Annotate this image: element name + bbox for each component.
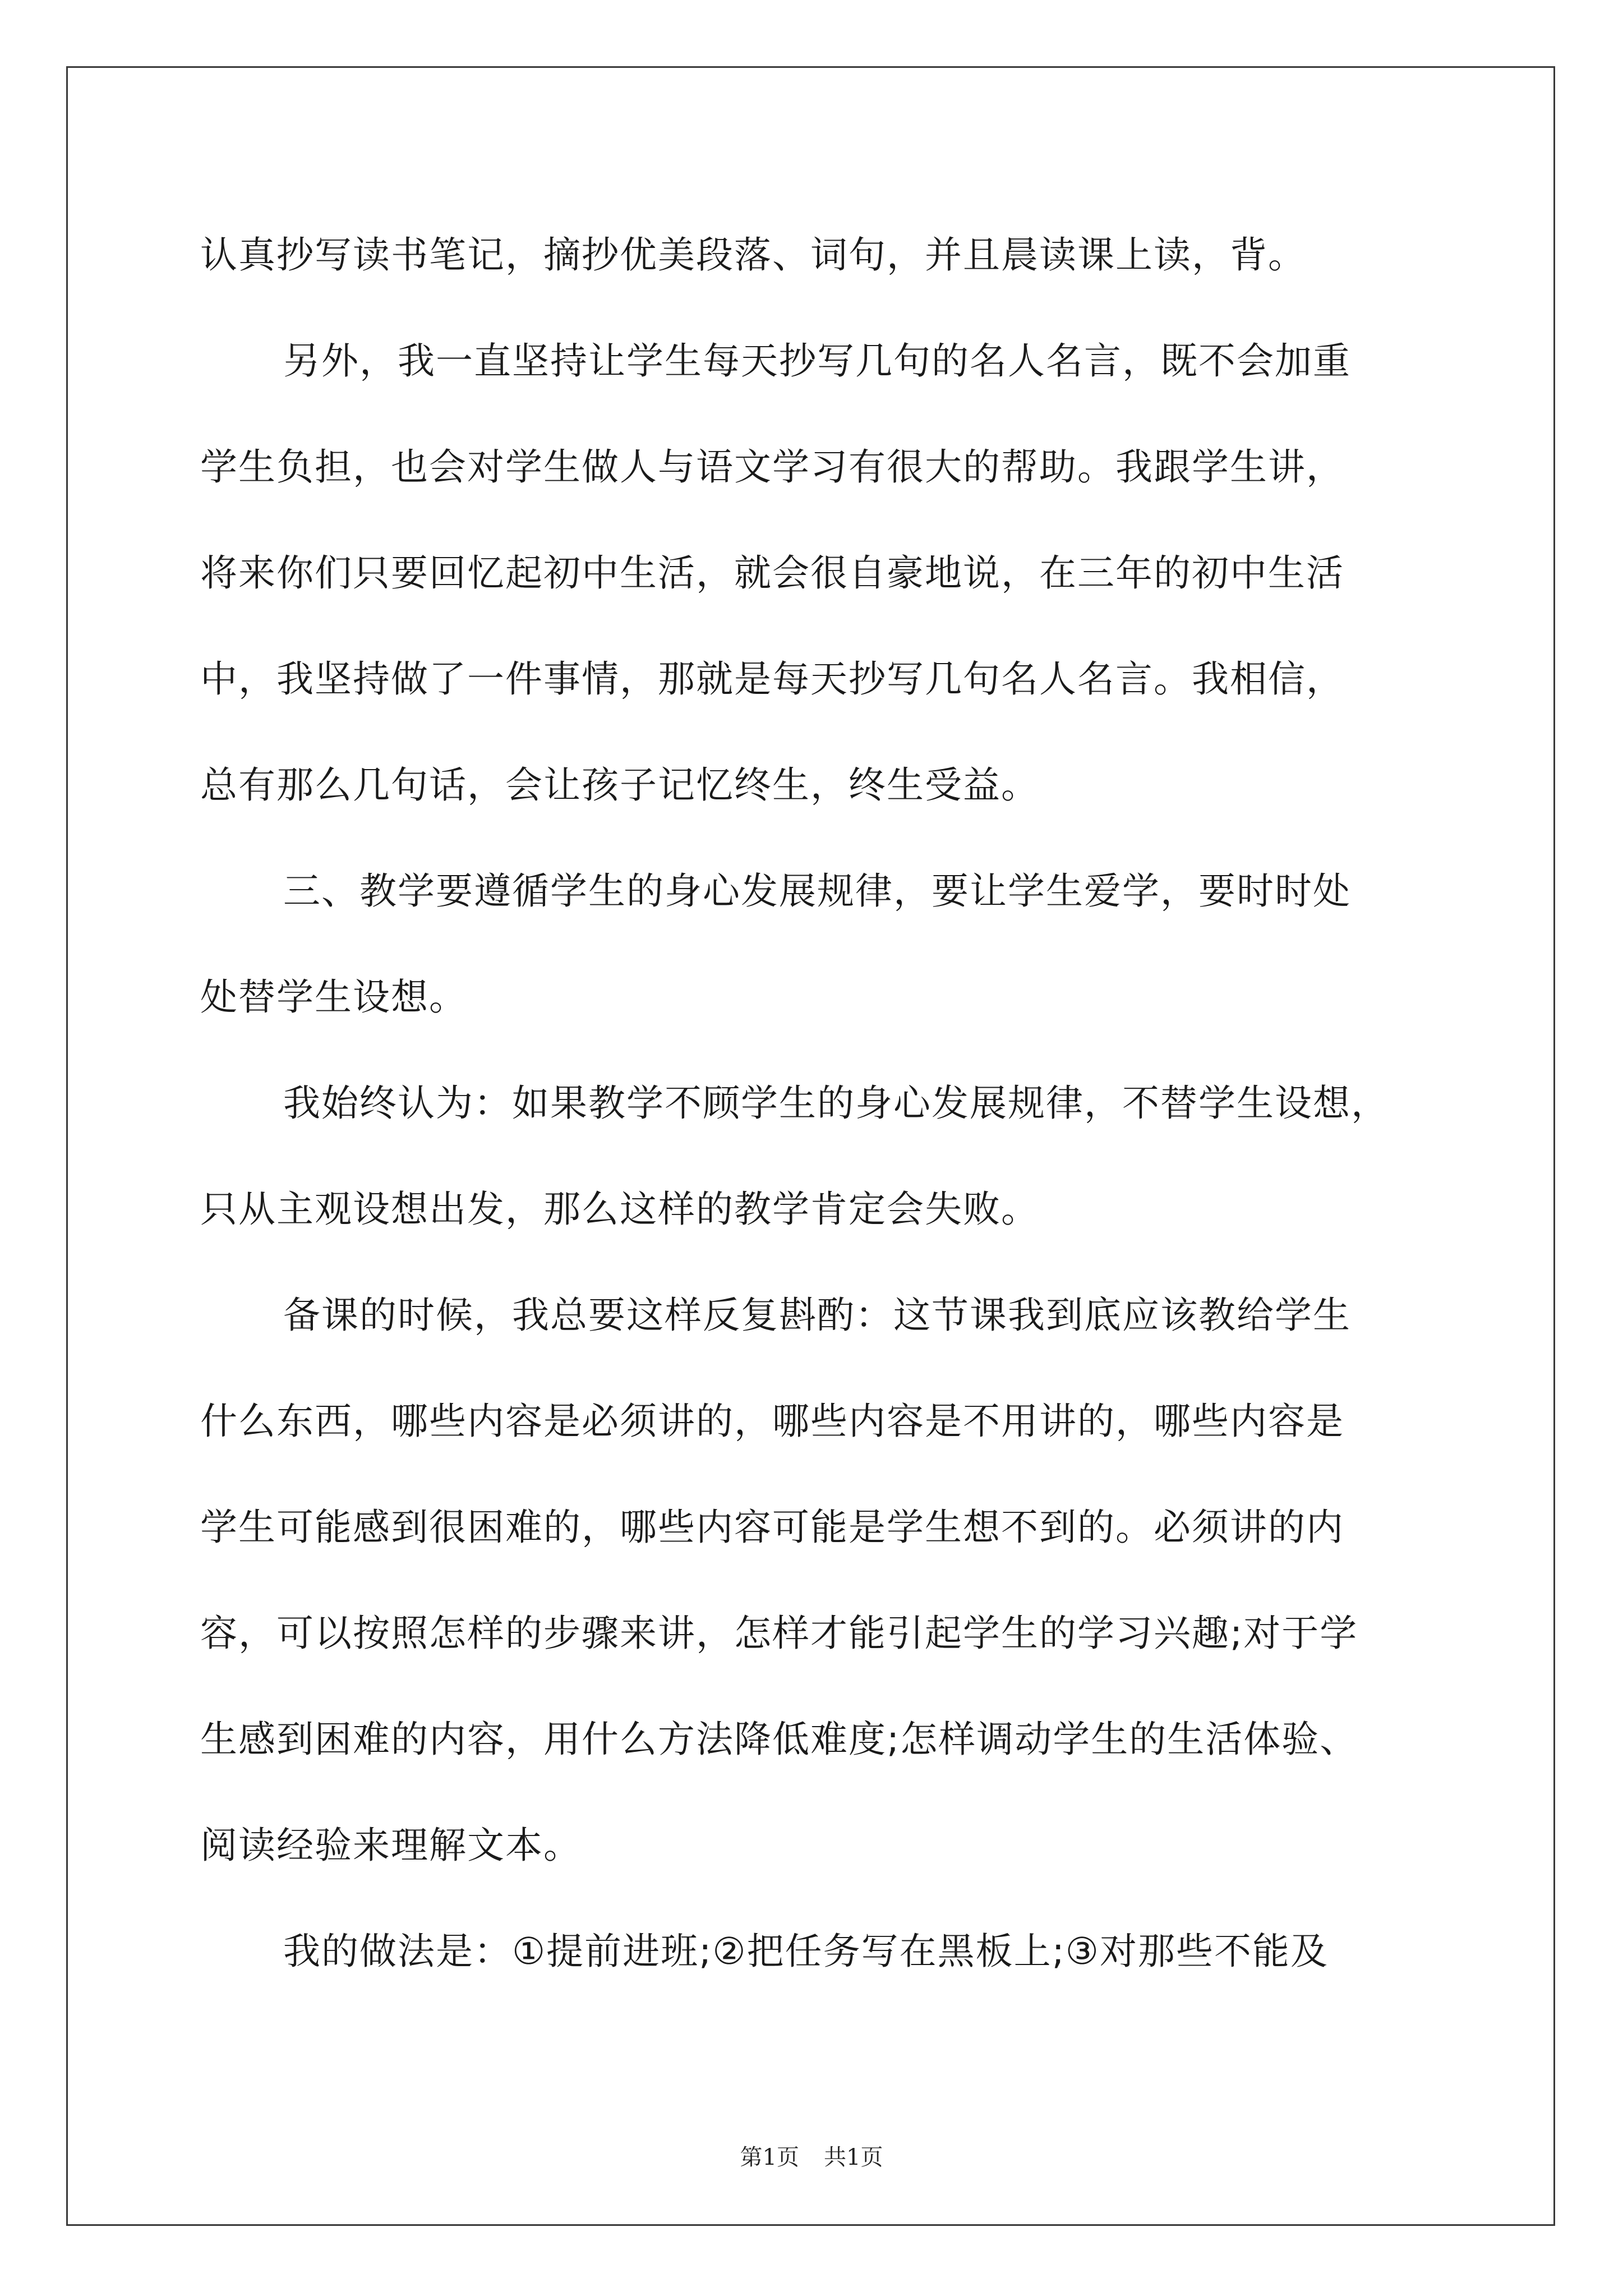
text-line-11: 备课的时候，我总要这样反复斟酌：这节课我到底应该教给学生 [283,1294,1351,1337]
text-line-4: 将来你们只要回忆起初中生活，就会很自豪地说，在三年的初中生活 [200,551,1344,595]
text-line-17: 我的做法是：①提前进班;②把任务写在黑板上;③对那些不能及 [283,1930,1329,1973]
text-line-5: 中，我坚持做了一件事情，那就是每天抄写几句名人名言。我相信， [200,657,1344,701]
text-line-2: 另外，我一直坚持让学生每天抄写几句的名人名言，既不会加重 [283,339,1351,383]
page-total: 共1页 [824,2145,883,2170]
text-line-9: 我始终认为：如果教学不顾学生的身心发展规律，不替学生设想， [283,1082,1389,1125]
text-line-12: 什么东西，哪些内容是必须讲的，哪些内容是不用讲的，哪些内容是 [200,1400,1344,1443]
text-line-16: 阅读经验来理解文本。 [200,1824,582,1867]
text-line-1: 认真抄写读书笔记，摘抄优美段落、词句，并且晨读课上读，背。 [200,233,1306,277]
text-line-15: 生感到困难的内容，用什么方法降低难度;怎样调动学生的生活体验、 [200,1718,1358,1761]
text-line-6: 总有那么几句话，会让孩子记忆终生，终生受益。 [200,763,1039,807]
text-line-10: 只从主观设想出发，那么这样的教学肯定会失败。 [200,1188,1039,1231]
page-footer [0,2142,1623,2173]
text-line-7: 三、教学要遵循学生的身心发展规律，要让学生爱学，要时时处 [283,869,1351,913]
text-line-8: 处替学生设想。 [200,976,467,1019]
text-line-13: 学生可能感到很困难的，哪些内容可能是学生想不到的。必须讲的内 [200,1506,1344,1549]
text-line-14: 容，可以按照怎样的步骤来讲，怎样才能引起学生的学习兴趣;对于学 [200,1612,1358,1655]
document-body [200,202,1428,2004]
text-line-3: 学生负担，也会对学生做人与语文学习有很大的帮助。我跟学生讲， [200,445,1344,489]
page-number: 第1页 [740,2145,799,2170]
